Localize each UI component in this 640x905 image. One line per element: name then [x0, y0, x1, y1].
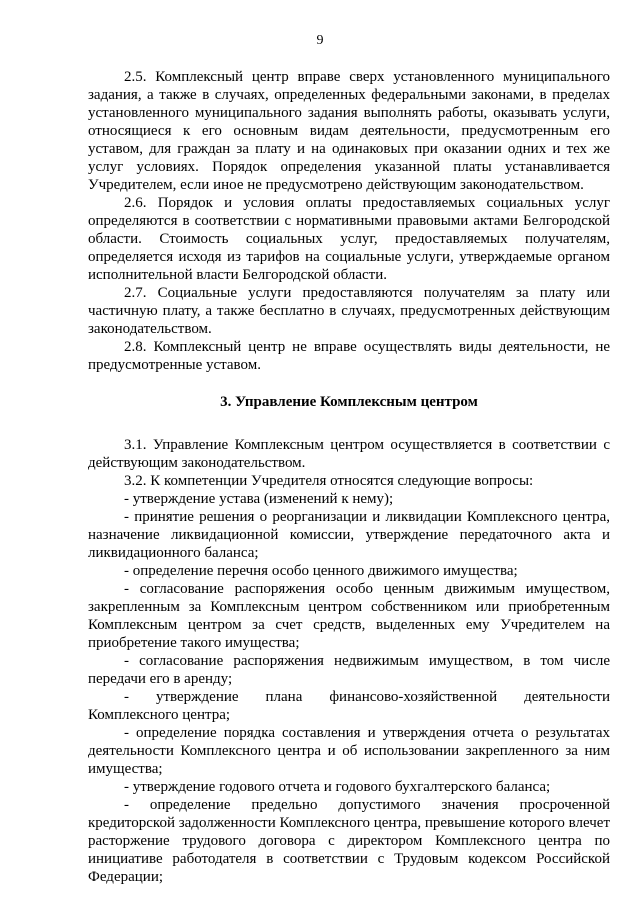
list-item: - определение перечня особо ценного движимого имущества; — [124, 563, 518, 579]
list-item: - определение предельно допустимого значения просроченной кредиторской задолженности Комплексного центра, превышение которого влечет расторжение трудового договора с директором Комплексного центра по инициативе работодателя в соответствии с Трудовым кодексом Российской Федерации; — [88, 797, 610, 885]
list-item: - согласование распоряжения недвижимым имуществом, в том числе передачи его в аренду; — [88, 653, 610, 687]
list-item: - определение порядка составления и утверждения отчета о результатах деятельности Комплексного центра и об использовании закрепленного за ним имущества; — [88, 725, 610, 777]
paragraph-2-7: 2.7. Социальные услуги предоставляются получателям за плату или частичную плату, а также бесплатно в случаях, предусмотренных действующим законодательством. — [88, 285, 610, 337]
paragraph-3-2: 3.2. К компетенции Учредителя относятся следующие вопросы: — [124, 473, 534, 489]
list-item: - утверждение плана финансово-хозяйственной деятельности Комплексного центра; — [88, 689, 610, 723]
list-item: - утверждение устава (изменений к нему); — [124, 491, 394, 507]
list-item: - согласование распоряжения особо ценным движимым имуществом, закрепленным за Комплексным центром собственником или приобретенным Комплексным центром за счет средств, выделенных ему Учредителем на приобретение такого имущества; — [88, 581, 610, 651]
paragraph-3-1: 3.1. Управление Комплексным центром осуществляется в соответствии с действующим законодательством. — [88, 437, 610, 471]
list-item: - принятие решения о реорганизации и ликвидации Комплексного центра, назначение ликвидационной комиссии, утверждение передаточного акта и ликвидационного баланса; — [88, 509, 610, 561]
document-body — [88, 68, 610, 886]
paragraph-2-6: 2.6. Порядок и условия оплаты предоставляемых социальных услуг определяются в соответствии с нормативными правовыми актами Белгородской области. Стоимость социальных услуг, предоставляемых получателям, определяется исходя из тарифов на социальные услуги, утверждаемые органом исполнительной власти Белгородской области. — [88, 195, 610, 283]
list-item: - утверждение годового отчета и годового бухгалтерского баланса; — [124, 779, 551, 795]
section-heading: 3. Управление Комплексным центром — [220, 394, 478, 410]
paragraph-2-8: 2.8. Комплексный центр не вправе осуществлять виды деятельности, не предусмотренные уставом. — [88, 339, 610, 373]
paragraph-2-5: 2.5. Комплексный центр вправе сверх установленного муниципального задания, а также в случаях, определенных федеральными законами, в пределах установленного муниципального задания выполнять работы, оказывать услуги, относящиеся к его основным видам деятельности, предусмотренным его уставом, для граждан за плату и на одинаковых при оказании одних и тех же услуг условиях. Порядок определения указанной платы устанавливается Учредителем, если иное не предусмотрено действующим законодательством. — [88, 69, 610, 193]
page-number: 9 — [316, 33, 324, 48]
